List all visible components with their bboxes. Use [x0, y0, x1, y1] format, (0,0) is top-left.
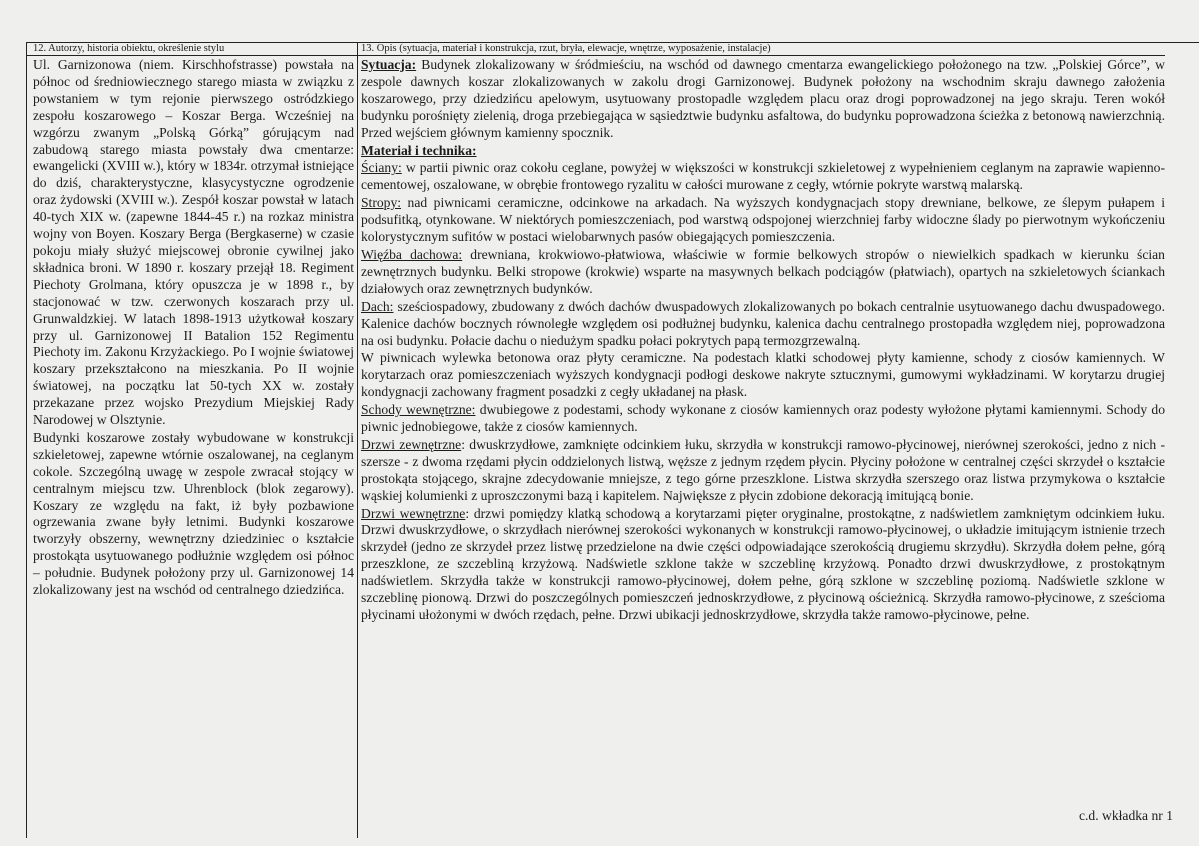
sytuacja-text: Budynek zlokalizowany w śródmieściu, na wschód od dawnego cmentarza ewangelickiego położonego na tzw. „Polskiej Górce”, w zespole dawnych koszar zlokalizowanych w zakolu drogi Garnizonowej. Budynek położony na wschodnim skraju dawnego założenia koszarowego, przy dziedzińcu apelowym, usytuowany prostopadle względem placu oraz drogi poprowadzonej na jego skraju. Teren wokół budynku porośnięty zielenią, droga przebiegająca w sąsiedztwie budynku asfaltowa, do budynku poprowadzona ścieżka z betonową nawierzchnią. Przed wejściem głównym kamienny spocznik.	[361, 57, 1165, 140]
sciany-text: w partii piwnic oraz cokołu ceglane, powyżej w większości w konstrukcji szkieletowej z wypełnieniem ceglanym na zaprawie wapienno-cementowej, oszalowane, w obrębie frontowego ryzalitu w całości murowane z cegły, wtórnie pokryte warstwą malarską.	[361, 160, 1165, 193]
wiezba-paragraph	[361, 247, 1165, 298]
dach-text: sześciospadowy, zbudowany z dwóch dachów dwuspadowych zlokalizowanych po bokach centralnie usytuowanego dachu dwuspadowego. Kalenice dachów bocznych równoległe względem osi podłużnej budynku, kalenica dachu centralnego prostopadła względem niej, poprowadzona na osi budynku. Połacie dachu o niedużym spadku połaci pokrytych papą termozgrzewalną.	[361, 298, 1165, 348]
sytuacja-label: Sytuacja:	[361, 57, 417, 72]
dach-paragraph	[361, 299, 1165, 350]
drzwi-zewnetrzne-text: : dwuskrzydłowe, zamknięte odcinkiem łuku, skrzydła w konstrukcji ramowo-płycinowej, nierównej szerokości, jedno z nich - szersze - z dwoma rzędami płycin oddzielonych listwą, węższe z jednym rzędem płycin. Płyciny położone w centralnej części skrzydeł o kształcie prostokąta stojącego, skrajne zdecydowanie mniejsze, z tego górne przeszklone. Listwa skrzydła szerszego oraz listwa przymykowa o kształcie wąskiej kolumienki z uproszczonymi bazą i kapitelem. Największe z płycin zdobione dekoracją imitującą bonie.	[361, 436, 1165, 503]
description-column	[357, 43, 1199, 838]
sciany-paragraph	[361, 160, 1165, 194]
schody-text: dwubiegowe z podestami, schody wykonane z ciosów kamiennych oraz podesty wyłożone płytami kamiennymi. Schody do piwnic jednobiegowe, także z ciosów kamiennych.	[361, 402, 1165, 435]
form-sheet	[26, 42, 1199, 838]
stropy-paragraph	[361, 195, 1165, 246]
schody-paragraph	[361, 402, 1165, 436]
sciany-label: Ściany:	[361, 160, 402, 176]
history-paragraph: Budynki koszarowe zostały wybudowane w konstrukcji szkieletowej, zapewne wtórnie oszalowanej, na ceglanym cokole. Szczególną uwagę w zespole zwracał stojący w centralnym miejscu tzw. Uhrenblock (blok zegarowy). Koszary ze względu na fakt, iż były pozbawione ogrzewania zwane były letnimi. Budynki koszarowe tworzyły obszerny, wewnętrzny dziedziniec o kształcie prostokąta usytuowanego podłużnie względem osi północ – południe. Budynek położony przy ul. Garnizonowej 14 zlokalizowany jest na wschód od centralnego dziedzińca.	[33, 429, 354, 598]
stropy-label: Stropy:	[361, 195, 402, 211]
history-paragraph: Ul. Garnizonowa (niem. Kirschhofstrasse) powstała na północ od średniowiecznego starego miasta w związku z powstaniem w tym rejonie pierwszego ostródzkiego zespołu koszarowego – Koszar Berga. Wcześniej na wzgórzu zwanym „Polską Górką” górującym nad zabudową starego miasta powstały dwa cmentarze: ewangelicki (XVIII w.), który w 1834r. otrzymał istniejące do dziś, charakterystyczne, klasycystyczne ogrodzenie oraz żydowski (XVIII w.). Zespół koszar powstał w latach 40-tych XIX w. (zapewne 1844-45 r.) na rozkaz ministra wojny von Boyen. Koszary Berga (Bergkaserne) w czasie pokoju miały służyć miejscowej obronie cywilnej jako składnica broni. W 1890 r. koszary przejął 18. Regiment Piechoty Grolmana, który opuszcza je w 1898 r., by stacjonować w tzw. czerwonych koszarach przy ul. Grunwaldzkiej. W latach 1898-1913 użytkował koszary przy ul. Garnizonowej II Batalion 152 Regimentu Piechoty im. Zakonu Krzyżackiego. Po I wojnie światowej koszary przekształcono na mieszkania. Po II wojnie światowej, na początku lat 50-tych XX w. zostały przekazane przez wojsko Prezydium Miejskiej Rady Narodowej w Olsztynie.	[33, 57, 354, 428]
wiezba-label: Więźba dachowa:	[361, 246, 463, 262]
stropy-text: nad piwnicami ceramiczne, odcinkowe na arkadach. Na wyższych kondygnacjach stopy drewniane, belkowe, ze ślepym pułapem i podsufitką, otynkowane. W niektórych pomieszczeniach, pod warstwą odspojonej wierzchniej farby widoczne ślady po pierwotnym wykończeniu kolorystycznym sufitów w postaci wielobarwnych pasów obiegających pomieszczenia.	[361, 195, 1165, 245]
dach-label: Dach:	[361, 298, 394, 314]
sytuacja-paragraph	[361, 57, 1165, 142]
wiezba-text: drewniana, krokwiowo-płatwiowa, właściwie w formie belkowych stropów o niewielkich spadkach w kierunku ścian zewnętrznych budynku. Belki stropowe (krokwie) wsparte na masywnych belkach podciągów (płatwiach), opartych na szkieletowych ściankach działowych oraz zewnętrznych budynków.	[361, 246, 1165, 296]
drzwi-zewnetrzne-paragraph	[361, 437, 1165, 505]
drzwi-wewnetrzne-text: : drzwi pomiędzy klatką schodową a korytarzami pięter oryginalne, prostokątne, z nadświetlem zamkniętym odcinkiem łuku. Drzwi dwuskrzydłowe, o skrzydłach nierównej szerokości wykonanych w konstrukcji ramowo-płycinowej, o układzie imitującym istnienie trzech skrzydeł (jedno ze skrzydeł przez listwę przedzielone na dwie części odpowiadające szerokością drugiemu skrzydłu). Skrzydła dołem pełne, górą przeszklone, ze szczebliną krzyżową. Nadświetle szklone także w szczeblinę krzyżową. Ponadto drzwi dwuskrzydłowe, z prostokątnym nadświetlem. Skrzydła także w konstrukcji ramowo-płycinowej, dołem pełne, górą szklone w szczeblinę poziomą. Nadświetle szklone w szczeblinę pionową. Drzwi do poszczególnych pomieszczeń jednoskrzydłowe, z płycinową ościeżnicą. Skrzydła ramowo-płycinowe, z sześcioma płycinami ułożonymi w dwóch rzędach, pełne. Drzwi ubikacji jednoskrzydłowe, skrzydła także ramowo-płycinowe, pełne.	[361, 505, 1165, 622]
continuation-note: c.d. wkładka nr 1	[1079, 808, 1173, 823]
posadzki-paragraph: W piwnicach wylewka betonowa oraz płyty ceramiczne. Na podestach klatki schodowej płyty kamienne, schody z ciosów kamiennych. W korytarzach oraz pomieszczeniach wyższych kondygnacji podłogi deskowe nakryte sztucznymi, gumowymi wykładzinami. W korytarzu drugiej kondygnacji zachowany fragment posadzki z cegły układanej na płask.	[361, 350, 1165, 400]
material-heading: Materiał i technika:	[361, 142, 477, 158]
drzwi-wewnetrzne-label: Drzwi wewnętrzne	[361, 505, 466, 521]
schody-label: Schody wewnętrzne:	[361, 402, 476, 418]
history-column	[33, 43, 354, 599]
drzwi-wewnetrzne-paragraph	[361, 506, 1165, 624]
history-header: 12. Autorzy, historia obiektu, określenie stylu	[27, 43, 357, 56]
drzwi-zewnetrzne-label: Drzwi zewnętrzne	[361, 436, 462, 452]
description-header: 13. Opis (sytuacja, materiał i konstrukcja, rzut, bryła, elewacje, wnętrze, wyposażenie, instalacje)	[358, 43, 1165, 56]
